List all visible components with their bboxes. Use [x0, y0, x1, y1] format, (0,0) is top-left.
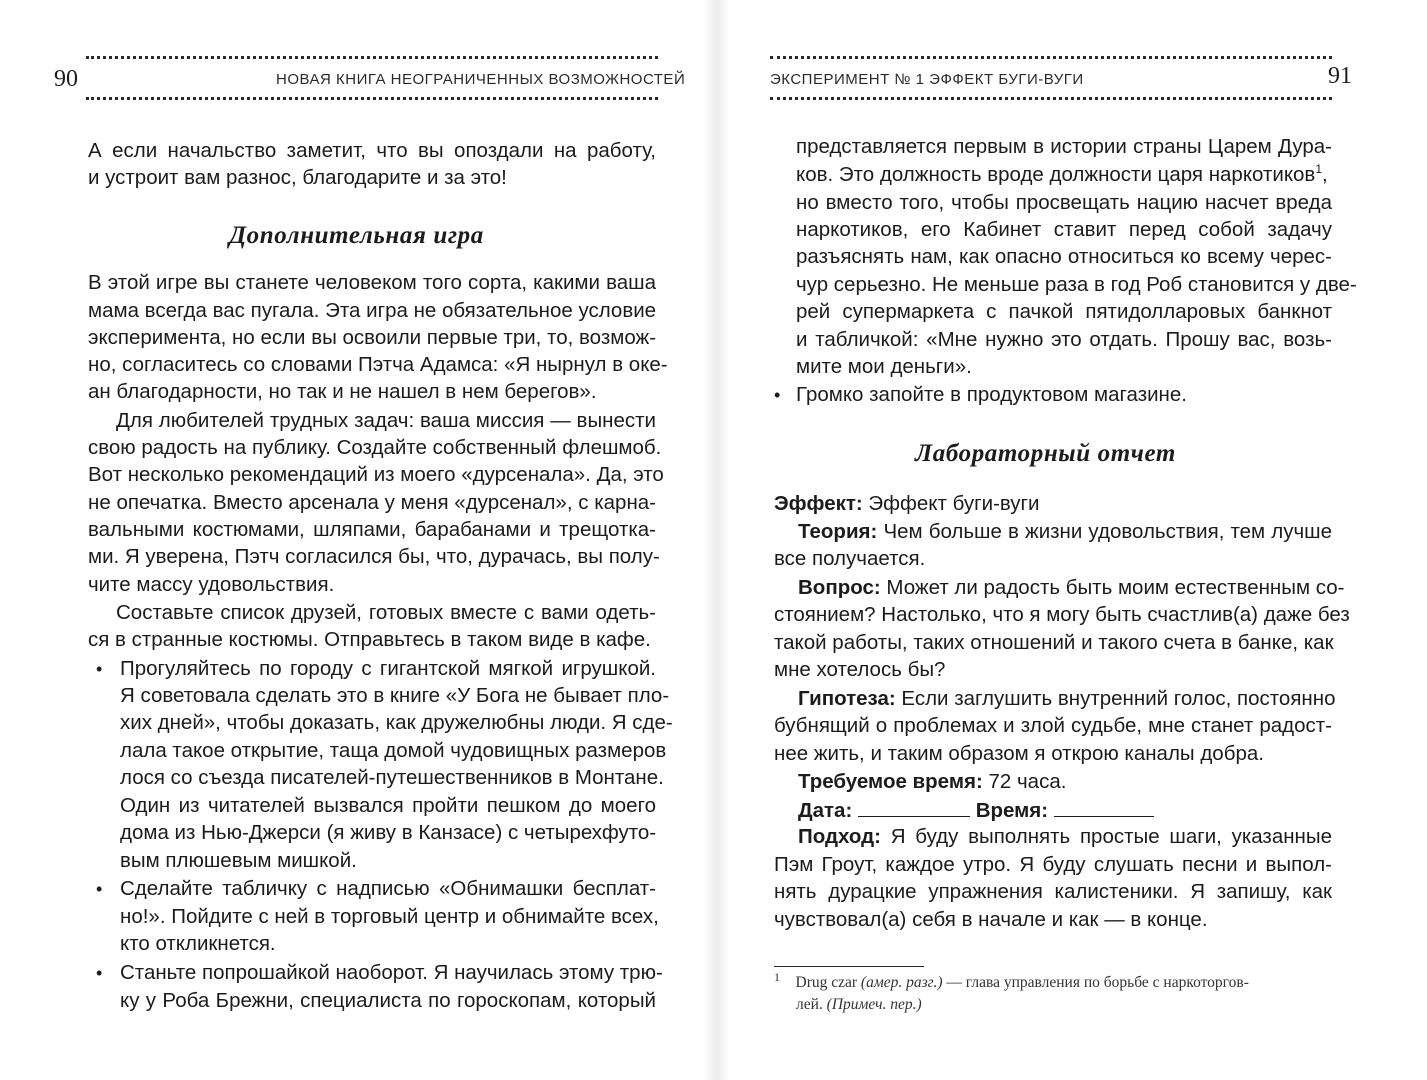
text-line: но, согласитесь со словами Пэтча Адамса: «Я нырнул в оке- [88, 353, 668, 376]
header-dotted-rule-bottom [86, 97, 658, 100]
field-label: Подход: [798, 825, 881, 848]
text-line: Станьте попрошайкой наоборот. Я научилась этому трю- [120, 961, 663, 984]
text-line: чур серьезно. Не меньше раза в год Роб становится у две- [796, 273, 1357, 296]
text-line: Пэм Гроут, каждое утро. Я буду слушать песни и выпол- [774, 853, 1332, 876]
text-line: но вместо того, чтобы просвещать нацию насчет вреда [796, 191, 1332, 214]
text-line: лала такое открытие, таща домой чудовищных размеров [120, 739, 667, 762]
text-line: ку у Роба Брежни, специалиста по гороскопам, который [120, 989, 656, 1012]
footnote-number: 1 [774, 969, 780, 984]
footnote-mark: 1 [1315, 162, 1322, 177]
text-line: Для любителей трудных задач: ваша миссия — вынести [116, 409, 656, 432]
report-time [798, 770, 1066, 794]
text-line: стоянием? Настолько, что я могу быть счастлив(а) даже без [774, 603, 1350, 626]
text-line: хих дней», чтобы доказать, как дружелюбны люди. Я сде- [120, 711, 673, 734]
text-line: представляется первым в истории страны Царем Дура- [796, 135, 1332, 158]
text-line: В этой игре вы станете человеком того сорта, какими ваша [88, 271, 656, 294]
text-line: ан благодарности, но так и не нашел в нем берегов». [88, 380, 597, 403]
field-value: Эффект буги-вуги [868, 492, 1040, 515]
text-line: не опечатка. Вместо арсенала у меня «дурсенал», с карна- [88, 491, 656, 514]
text-line: чувствовал(а) себя в начале и как — в конце. [774, 908, 1208, 931]
text-line: кто откликнется. [120, 932, 276, 955]
text-line: мне хотелось бы? [774, 658, 946, 681]
field-value: Может ли радость быть моим естественным со- [886, 576, 1345, 599]
bullet-marker: • [96, 963, 103, 983]
text-line: Составьте список друзей, готовых вместе с вами одеть- [116, 601, 656, 624]
text-line: все получается. [774, 547, 926, 570]
running-head: ЭКСПЕРИМЕНТ № 1 ЭФФЕКТ БУГИ-ВУГИ [770, 71, 1084, 88]
text-line: Я советовала сделать это в книге «У Бога не бывает пло- [120, 684, 670, 707]
text-line: свою радость на публику. Создайте собственный флешмоб. [88, 436, 662, 459]
report-question [798, 576, 1345, 600]
text-line: наркотиков, его Кабинет ставит перед собой задачу [796, 218, 1332, 241]
field-label: Теория: [798, 520, 878, 543]
text-line: рей супермаркета с пачкой пятидолларовых банкнот [796, 300, 1332, 323]
left-page [0, 0, 702, 1080]
field-value: Я буду выполнять простые шаги, указанные [890, 825, 1332, 848]
text-line: Вот несколько рекомендаций из моего «дурсенала». Да, это [88, 463, 664, 486]
running-head: НОВАЯ КНИГА НЕОГРАНИЧЕННЫХ ВОЗМОЖНОСТЕЙ [276, 71, 686, 88]
text-line: и табличкой: «Мне нужно это отдать. Прошу вас, возь- [796, 328, 1332, 351]
footnote-term: Drug czar [795, 974, 858, 991]
text-line: Один из читателей вызвался пройти пешком до моего [120, 794, 656, 817]
text-line: нее жить, и таким образом я открою каналы добра. [774, 742, 1264, 765]
bullet-marker: • [96, 879, 103, 899]
text-line: и устроит вам разнос, благодарите и за это! [88, 166, 507, 189]
text-fragment: ков. Это должность вроде должности царя наркотиков [796, 163, 1316, 186]
field-value: 72 часа. [988, 770, 1067, 793]
text-line: вальными костюмами, шляпами, барабанами и трещотка- [88, 518, 656, 541]
field-label: Вопрос: [798, 576, 881, 599]
right-page [730, 0, 1427, 1080]
text-line: такой работы, таких отношений и такого счета в банке, как [774, 631, 1334, 654]
text-line: чите массу удовольствия. [88, 573, 335, 596]
text-line: эксперимента, но если вы освоили первые три, то, возмож- [88, 326, 657, 349]
book-gutter [702, 0, 730, 1080]
time-label: Время: [975, 799, 1049, 822]
field-label: Эффект: [774, 492, 863, 515]
text-line: нять дурацкие упражнения калистеники. Я запишу, как [774, 880, 1332, 903]
text-line: бубнящий о проблемах и злой судьбе, мне станет радост- [774, 714, 1332, 737]
field-value: Чем больше в жизни удовольствия, тем лучше [883, 520, 1332, 543]
field-label: Требуемое время: [798, 770, 983, 793]
section-heading: Дополнительная игра [229, 222, 484, 249]
section-heading: Лабораторный отчет [915, 440, 1176, 467]
report-approach [798, 825, 1332, 849]
page-number: 91 [1328, 63, 1352, 89]
header-dotted-rule-top [770, 56, 1332, 59]
text-line: дома из Нью-Джерси (я живу в Канзасе) с четырехфуто- [120, 821, 657, 844]
text-line: А если начальство заметит, что вы опоздали на работу, [88, 139, 656, 162]
report-effect [774, 492, 1040, 516]
text-line: ков. Это должность вроде должности царя наркотиков$^1$, [796, 162, 1328, 186]
text-line: ся в странные костюмы. Отправьтесь в таком виде в кафе. [88, 628, 651, 651]
footnote-italic: (Примеч. пер.) [826, 996, 922, 1013]
report-theory [798, 520, 1332, 544]
report-hypothesis [798, 687, 1336, 711]
text-line: Сделайте табличку с надписью «Обнимашки бесплат- [120, 877, 656, 900]
footnote-text: лей. [796, 996, 823, 1013]
header-dotted-rule-top [86, 56, 658, 59]
header-dotted-rule-bottom [770, 97, 1332, 100]
footnote-line-2 [796, 994, 922, 1016]
date-blank-line [858, 798, 970, 817]
text-line: но!». Пойдите с ней в торговый центр и обнимайте всех, [120, 905, 659, 928]
time-blank-line [1054, 798, 1154, 817]
text-line: вым плюшевым мишкой. [120, 849, 357, 872]
report-date-time [798, 798, 1154, 823]
bullet-marker: • [96, 659, 103, 679]
page-number: 90 [54, 66, 78, 92]
text-line: Громко запойте в продуктовом магазине. [796, 383, 1187, 406]
footnote [774, 969, 1249, 994]
field-label: Гипотеза: [798, 687, 896, 710]
bullet-marker: • [774, 385, 781, 405]
text-line: ми. Я уверена, Пэтч согласился бы, что, дурачась, вы полу- [88, 545, 660, 568]
text-line: лося со съезда писателей-путешественников в Монтане. [120, 766, 664, 789]
text-line: мама всегда вас пугала. Эта игра не обязательное условие [88, 299, 657, 322]
date-label: Дата: [798, 799, 853, 822]
footnote-text: — глава управления по борьбе с наркоторгов- [946, 974, 1249, 991]
footnote-rule [774, 966, 924, 967]
footnote-italic: (амер. разг.) [860, 974, 943, 991]
text-line: Прогуляйтесь по городу с гигантской мягкой игрушкой. [120, 657, 656, 680]
text-line: мите мои деньги». [796, 355, 972, 378]
field-value: Если заглушить внутренний голос, постоянно [901, 687, 1336, 710]
text-line: разъяснять нам, как опасно относиться ко всему черес- [796, 245, 1332, 268]
